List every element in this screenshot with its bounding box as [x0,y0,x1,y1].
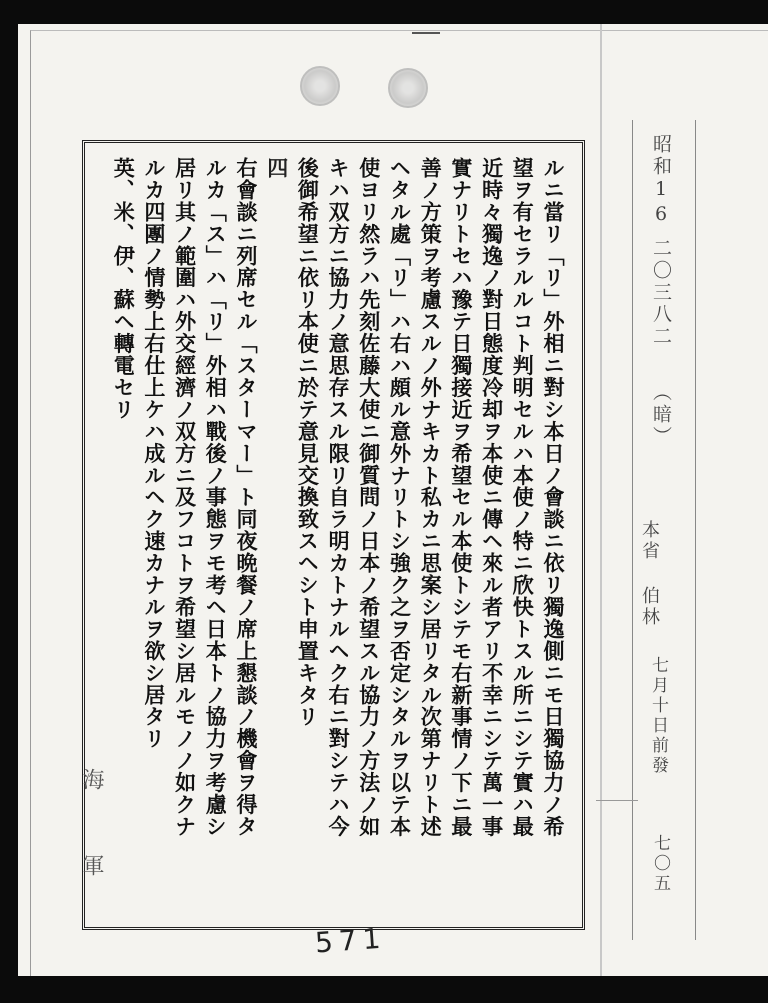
received-time: 七月十日前發 [648,656,668,776]
text-column: 居リ其ノ範圍ハ外交經濟ノ双方ニ及フコトヲ希望シ居ルモノノ如クナ [172,157,198,838]
separator-line [596,800,638,801]
telegram-status: （暗） [650,382,672,448]
top-mark [412,32,440,34]
telegram-header-panel [632,120,732,950]
text-column: ヘタル處「リ」ハ右ハ頗ル意外ナリトシ強ク之ヲ否定シタルヲ以テ本 [387,157,413,838]
text-column: 近時々獨逸ノ對日態度冷却ヲ本使ニ傳ヘ來ル者アリ不幸ニシテ萬一事 [479,157,505,838]
text-column: ルカ「ス」ハ「リ」外相ハ戰後ノ事態ヲモ考ヘ日本トノ協力ヲ考慮シ [203,157,229,838]
telegram-origin: 本省 伯林 [639,520,660,628]
text-column: 後御希望ニ依リ本使ニ於テ意見交換致スヘシト申置キタリ [295,157,321,728]
text-column: ルカ四團ノ情勢上右仕上ケハ成ルヘク速カナルヲ欲シ居タリ [141,157,167,750]
seal-stamp-left [300,66,340,106]
text-column: 善ノ方策ヲ考慮スルノ外ナキカト私カニ思案シ居リタル次第ナリト述 [418,157,444,838]
seal-stamp-right [388,68,428,108]
file-number: 二〇三八二 [650,238,672,348]
serial-number: 571 [313,921,388,960]
text-column: 四 [264,157,290,179]
text-column: 使ヨリ然ラハ先刻佐藤大使ニ御質問ノ日本ノ希望スル協力ノ方法ノ如 [356,157,382,838]
text-column: 望ヲ有セラルルコト判明セルハ本使ノ特ニ欣快トスル所ニシテ實ハ最 [510,157,536,838]
text-column: ルニ當リ「リ」外相ニ對シ本日ノ會談ニ依リ獨逸側ニモ日獨協力ノ希 [541,157,566,838]
code-number: 七〇五 [650,834,670,894]
text-column: キハ双方ニ協力ノ意思存スル限リ自ラ明カトナルヘク右ニ對シテハ今 [326,157,352,838]
text-column: 英、米、伊、蘇ヘ轉電セリ [111,157,137,421]
text-column: 實ナリトセハ豫テ日獨接近ヲ希望セル本使トシテモ右新事情ノ下ニ最 [448,157,474,838]
ministry-label: 海軍 [79,768,104,940]
text-column: 右會談ニ列席セル「スターマー」ト同夜晩餐ノ席上懇談ノ機會ヲ得タ [234,157,259,838]
page-fold [600,24,602,976]
date-label: 昭和16 [650,134,672,228]
